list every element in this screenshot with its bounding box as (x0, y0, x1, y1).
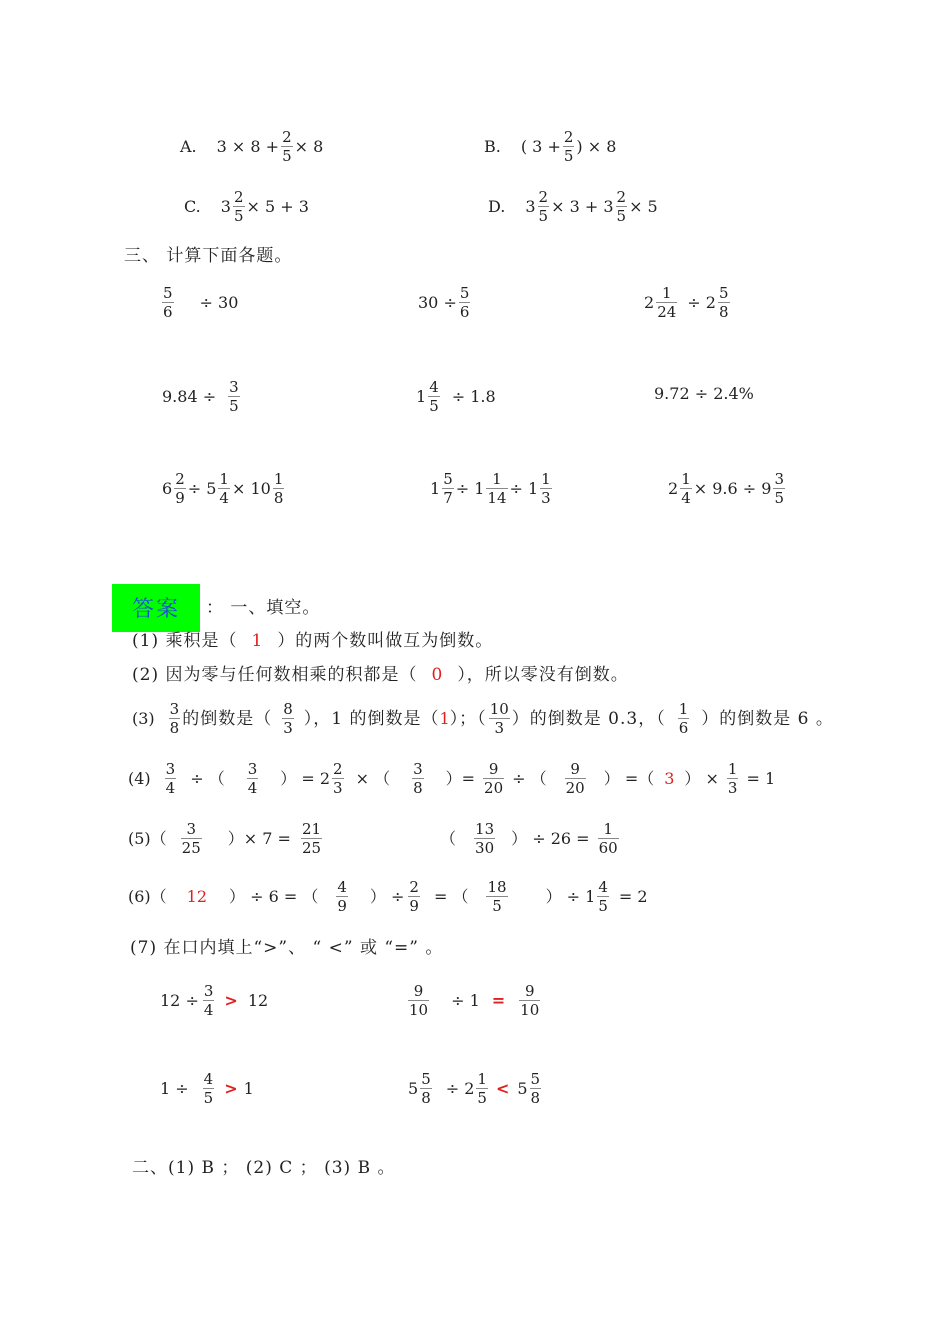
fraction: 3 25 (181, 820, 201, 857)
fraction: $\frac{2}{5}$ (563, 128, 574, 165)
answer-q5: (5)（ 3 25 ）× 7 = $\frac{21}{25}$ （ 13 30 ） ÷ 26 = $\frac{1}{60}$ (128, 820, 618, 857)
option-c-label: C. (184, 196, 201, 216)
fraction: 18 5 (487, 878, 507, 915)
option-b-expr: ( 3 + (520, 136, 561, 156)
compare-symbol: > (224, 990, 238, 1010)
answer-q1: (1) 乘积是（ 1 ）的两个数叫做互为倒数。 (132, 631, 494, 651)
problem-8: 1 $\frac{5}{7}$ ÷ 1 $\frac{1}{14}$ ÷ 1 1 3 (430, 470, 551, 507)
compare-symbol: = (491, 990, 506, 1010)
fraction: $\frac{5}{6}$ (163, 284, 173, 321)
fraction: 9 20 (565, 760, 585, 797)
fraction: $\frac{3}{4}$ (165, 760, 176, 797)
whole-number: 3 (525, 196, 536, 216)
fraction: $\frac{2}{5}$ (616, 188, 627, 225)
fraction: 1 6 (678, 700, 689, 737)
option-c (184, 188, 309, 225)
problem-1: $\frac{5}{6}$ ÷ 30 (163, 284, 239, 321)
compare-symbol: < (495, 1078, 510, 1098)
option-a (180, 128, 323, 165)
answer-label: 答案 (132, 597, 181, 622)
problem-5: 1 $\frac{4}{5}$ ÷ 1.8 (416, 378, 496, 415)
fraction: $\frac{3}{5}$ (229, 378, 239, 415)
fraction: 1 5 (477, 1070, 487, 1107)
fraction: 1 8 (273, 470, 284, 507)
fraction: 4 9 (337, 878, 347, 915)
option-b-label: B. (484, 136, 501, 156)
problem-4: 9.84 ÷ $\frac{3}{5}$ (162, 378, 239, 415)
option-a-expr: 3 × 8 + (216, 136, 280, 156)
compare-1: 12 ÷ $\frac{3}{4}$ > 12 (160, 982, 269, 1019)
compare-symbol: > (224, 1078, 238, 1098)
answer-q4: (4) $\frac{3}{4}$ ÷ （ 3 4 ） = 2 $\frac{2}{3}$ × （ 3 8 ）= $\frac{9}{20}$ ÷ （ 9 20 ） =（ 3 ） × $\frac{1}{3}$ = 1 (128, 760, 776, 797)
option-b (484, 128, 616, 165)
compare-2: $\frac{9}{10}$ ÷ 1 = $\frac{9}{10}$ (409, 982, 540, 1019)
fraction: $\frac{2}{9}$ (409, 878, 419, 915)
option-d (488, 188, 658, 225)
problem-3: 2 $\frac{1}{24}$ ÷ 2 5 8 (644, 284, 729, 321)
answer-q2: (2) 因为零与任何数相乘的积都是（ 0 ），所以零没有倒数。 (132, 665, 629, 685)
answer-q6: (6)（ 12 ） ÷ 6 = （ 4 9 ） ÷ $\frac{2}{9}$ = （ 18 5 ） ÷ 1 $\frac{4}{5}$ = 2 (128, 878, 648, 915)
answer-section-2: 二、(1) B ； (2) C ； (3) B 。 (132, 1158, 396, 1178)
fraction: $\frac{9}{10}$ (520, 982, 540, 1019)
fraction: 10 3 (489, 700, 509, 737)
fraction: $\frac{1}{3}$ (727, 760, 738, 797)
fraction: 3 8 (413, 760, 423, 797)
fraction: 3 5 (774, 470, 784, 507)
fraction: $\frac{2}{5}$ (282, 128, 292, 165)
option-a-expr-end: × 8 (294, 136, 324, 156)
fraction: $\frac{3}{4}$ (203, 982, 214, 1019)
fraction: $\frac{1}{60}$ (598, 820, 618, 857)
fraction: $\frac{5}{8}$ (421, 1070, 431, 1107)
fraction: $\frac{1}{24}$ (657, 284, 677, 321)
compare-4: 5 $\frac{5}{8}$ ÷ 2 1 5 < 5 5 8 (408, 1070, 541, 1107)
fraction: $\frac{1}{4}$ (681, 470, 691, 507)
fraction: 13 30 (475, 820, 495, 857)
fraction: 3 4 (247, 760, 258, 797)
fraction: $\frac{4}{5}$ (429, 378, 439, 415)
option-d-expr-end: × 5 (629, 196, 658, 216)
fraction: $\frac{5}{7}$ (443, 470, 453, 507)
fraction: 5 8 (530, 1070, 541, 1107)
answer-q3: (3) 3 8 的倒数是（ 8 3 ），1 的倒数是（ 1 ）；（ 10 3 ）的倒数是 0.3，（ 1 6 ）的倒数是 6 。 (132, 700, 834, 737)
problem-9: 2 $\frac{1}{4}$ × 9.6 ÷ 9 3 5 (668, 470, 784, 507)
fraction: $\frac{9}{20}$ (484, 760, 504, 797)
whole-number: 3 (220, 196, 231, 216)
fraction: $\frac{4}{5}$ (203, 1070, 214, 1107)
fraction: 3 8 (169, 700, 180, 737)
answer-label-box (112, 584, 200, 632)
answer-q7: (7) 在口内填上“>”、 “ <” 或 “=” 。 (130, 938, 444, 958)
fraction: $\frac{2}{3}$ (333, 760, 343, 797)
option-b-expr-end: ) × 8 (576, 136, 617, 156)
option-c-expr-end: × 5 + 3 (246, 196, 309, 216)
option-d-expr: × 3 + 3 (551, 196, 614, 216)
fraction: $\frac{5}{6}$ (459, 284, 470, 321)
fraction: $\frac{2}{5}$ (538, 188, 549, 225)
fraction: 1 3 (541, 470, 551, 507)
fraction: $\frac{4}{5}$ (598, 878, 608, 915)
problem-7: 6 $\frac{2}{9}$ ÷ 5 $\frac{1}{4}$ × 10 1 8 (162, 470, 284, 507)
fraction: $\frac{1}{4}$ (219, 470, 229, 507)
problem-2: 30 ÷ $\frac{5}{6}$ (418, 284, 470, 321)
fraction: $\frac{1}{14}$ (487, 470, 507, 507)
fraction: $\frac{2}{5}$ (233, 188, 244, 225)
problem-6: 9.72 ÷ 2.4% (654, 384, 754, 403)
compare-3: 1 ÷ $\frac{4}{5}$ > 1 (160, 1070, 254, 1107)
fraction: 8 3 (283, 700, 293, 737)
fraction: $\frac{2}{9}$ (175, 470, 185, 507)
fraction: $\frac{9}{10}$ (409, 982, 429, 1019)
section-3-title: 三、 计算下面各题。 (124, 246, 293, 266)
option-d-label: D. (488, 196, 506, 216)
fraction: $\frac{21}{25}$ (301, 820, 322, 857)
answer-heading: ： 一、填空。 (206, 598, 321, 618)
option-a-label: A. (180, 136, 197, 156)
fraction: 5 8 (718, 284, 729, 321)
